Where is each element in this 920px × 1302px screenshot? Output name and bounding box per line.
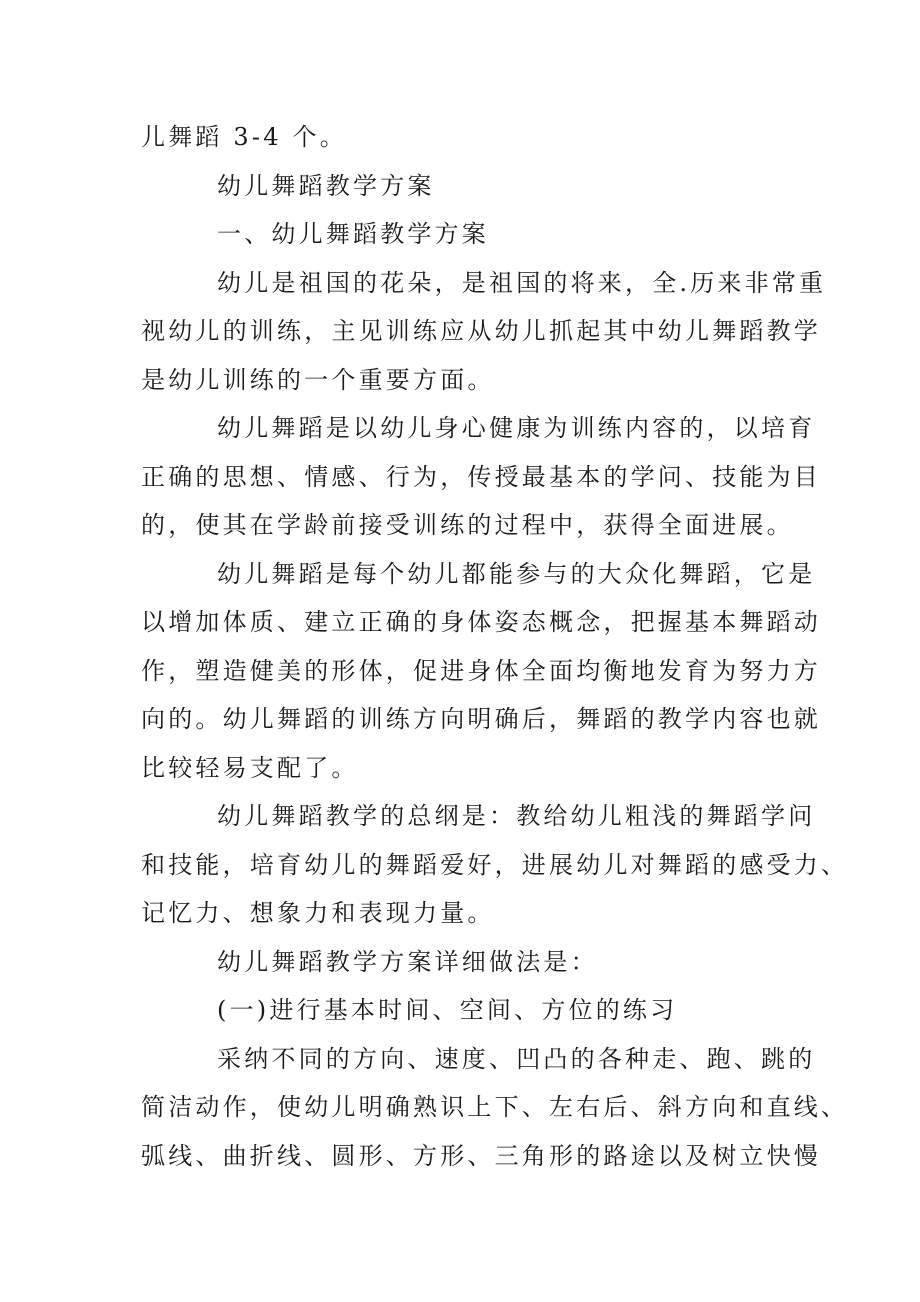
paragraph-line: 向的。幼儿舞蹈的训练方向明确后，舞蹈的教学内容也就	[141, 705, 821, 733]
section-heading: 一、幼儿舞蹈教学方案	[217, 220, 489, 248]
paragraph-line: 和技能，培育幼儿的舞蹈爱好，进展幼儿对舞蹈的感受力、	[141, 851, 849, 879]
paragraph-line: 幼儿舞蹈教学的总纲是：教给幼儿粗浅的舞蹈学问	[217, 802, 816, 830]
paragraph-line: 作，塑造健美的形体，促进身体全面均衡地发育为努力方	[141, 657, 821, 685]
section-title: 幼儿舞蹈教学方案	[217, 172, 435, 200]
paragraph-line: 幼儿是祖国的花朵，是祖国的将来，全.历来非常重	[217, 269, 827, 297]
paragraph-line: 的，使其在学龄前接受训练的过程中，获得全面进展。	[141, 511, 794, 539]
text-line: 儿舞蹈 3-4 个。	[141, 123, 347, 151]
subsection-heading: (一)进行基本时间、空间、方位的练习	[217, 996, 678, 1024]
paragraph-line: 采纳不同的方向、速度、凹凸的各种走、跑、跳的	[217, 1045, 816, 1073]
paragraph-line: 简洁动作，使幼儿明确熟识上下、左右后、斜方向和直线、	[141, 1093, 849, 1121]
paragraph-line: 以增加体质、建立正确的身体姿态概念，把握基本舞蹈动	[141, 608, 821, 636]
paragraph-line: 正确的思想、情感、行为，传授最基本的学问、技能为目	[141, 463, 821, 491]
paragraph-line: 比较轻易支配了。	[141, 754, 359, 782]
paragraph-line: 记忆力、想象力和表现力量。	[141, 899, 495, 927]
paragraph-line: 幼儿舞蹈是每个幼儿都能参与的大众化舞蹈，它是	[217, 560, 816, 588]
paragraph-line: 幼儿舞蹈教学方案详细做法是：	[217, 948, 598, 976]
paragraph-line: 视幼儿的训练，主见训练应从幼儿抓起其中幼儿舞蹈教学	[141, 317, 821, 345]
paragraph-line: 幼儿舞蹈是以幼儿身心健康为训练内容的，以培育	[217, 414, 816, 442]
paragraph-line: 弧线、曲折线、圆形、方形、三角形的路途以及树立快慢	[141, 1142, 821, 1170]
paragraph-line: 是幼儿训练的一个重要方面。	[141, 366, 495, 394]
